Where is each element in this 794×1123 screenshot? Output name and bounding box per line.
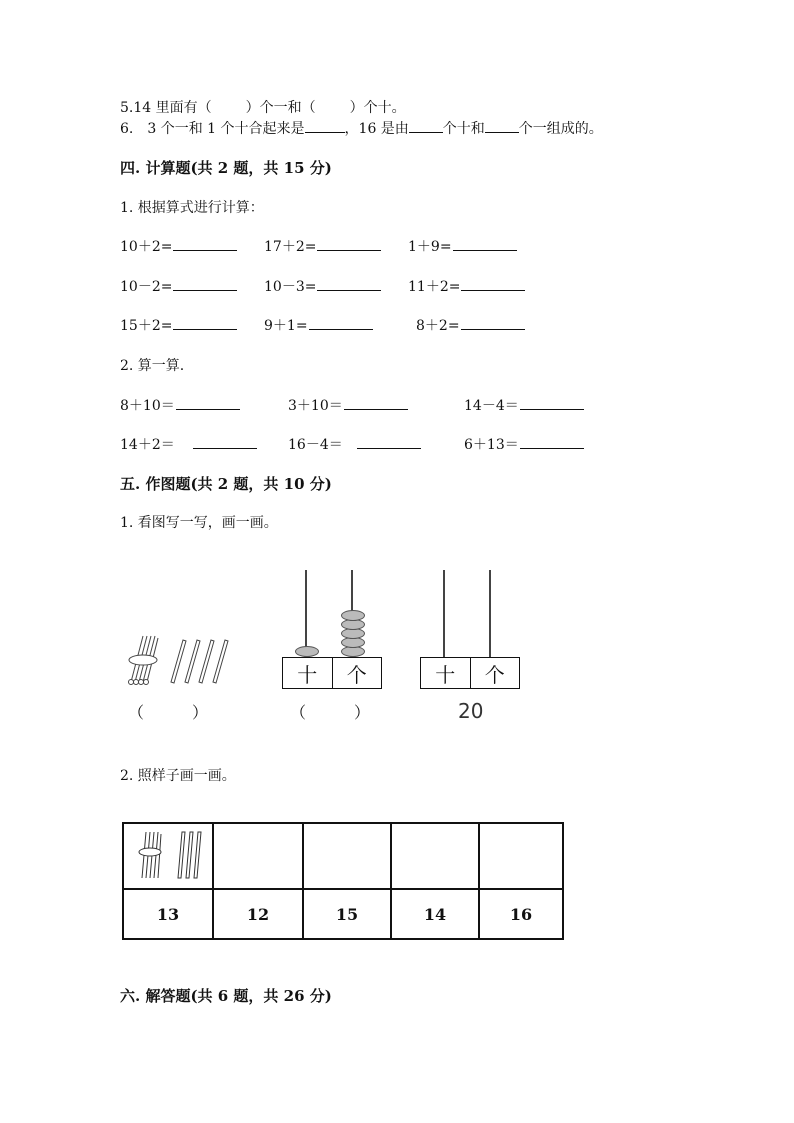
s5-q2-title: 2. 照样子画一画。 [120,768,236,784]
calc-item: 14－4＝ [464,395,584,415]
abacus-2-value: 20 [458,699,484,723]
answer-blank[interactable] [461,315,525,330]
calc-item: 11＋2= [408,276,525,296]
sticks-answer[interactable]: （ ） [128,703,209,722]
calc-item: 10－2= [120,276,237,296]
calc-item: 6＋13＝ [464,434,584,454]
number-cell: 16 [479,889,563,939]
number-cell: 15 [303,889,391,939]
answer-blank[interactable] [309,315,373,330]
answer-blank[interactable] [453,236,517,251]
number-cell: 14 [391,889,479,939]
calc-item: 8＋10＝ [120,395,240,415]
draw-cell[interactable] [213,823,303,889]
s4-q1-title: 1. 根据算式进行计算： [120,200,264,216]
answer-blank[interactable] [520,395,584,410]
answer-blank[interactable] [344,395,408,410]
calc-item: 3＋10＝ [288,395,408,415]
single-stick-icon [171,640,228,683]
answer-blank[interactable] [461,276,525,291]
answer-blank[interactable] [173,276,237,291]
s4-q2-title: 2. 算一算. [120,358,185,374]
calc-item: 16－4＝ [288,434,421,454]
answer-blank[interactable] [173,315,237,330]
draw-cell[interactable] [479,823,563,889]
calc-item: 9＋1= [264,315,373,335]
abacus-1-answer[interactable]: （ ） [290,703,371,722]
calc-item: 14＋2＝ [120,434,257,454]
abacus-label-box: 十 个 [282,657,382,689]
sticks-example-icon [128,826,208,882]
answer-blank[interactable] [305,118,345,133]
calc-item: 10－3= [264,276,381,296]
tens-rod [305,570,307,658]
abacus-bead [295,646,319,657]
question-5: 5.14 里面有（ ）个一和（ ）个十。 [120,100,406,116]
draw-cell[interactable] [303,823,391,889]
calc-item: 10＋2= [120,236,237,256]
section-5-title: 五. 作图题(共 2 题，共 10 分) [120,475,332,493]
calc-item: 15＋2= [120,315,237,335]
answer-blank[interactable] [176,395,240,410]
abacus-bead [341,610,365,621]
answer-blank[interactable] [485,118,519,133]
s5-q1-title: 1. 看图写一写，画一画。 [120,515,278,531]
answer-blank[interactable] [357,434,421,449]
number-cell: 12 [213,889,303,939]
question-6: 6. 3 个一和 1 个十合起来是 ，16 是由 个十和 个一组成的。 [120,118,603,138]
abacus-label-box: 十 个 [420,657,520,689]
section-4-title: 四. 计算题(共 2 题，共 15 分) [120,159,332,177]
drawing-grid [122,822,564,940]
answer-blank[interactable] [317,236,381,251]
draw-cell[interactable] [391,823,479,889]
example-cell [123,823,213,889]
answer-blank[interactable] [409,118,443,133]
answer-blank[interactable] [193,434,257,449]
sticks-illustration [125,630,230,688]
ones-rod [489,570,491,658]
calc-item: 17＋2= [264,236,381,256]
answer-blank[interactable] [173,236,237,251]
stick-bundle-icon [129,636,159,685]
calc-item: 8＋2= [416,315,525,335]
answer-blank[interactable] [317,276,381,291]
answer-blank[interactable] [520,434,584,449]
number-cell: 13 [123,889,213,939]
tens-rod [443,570,445,658]
section-6-title: 六. 解答题(共 6 题，共 26 分) [120,987,332,1005]
calc-item: 1＋9= [408,236,517,256]
